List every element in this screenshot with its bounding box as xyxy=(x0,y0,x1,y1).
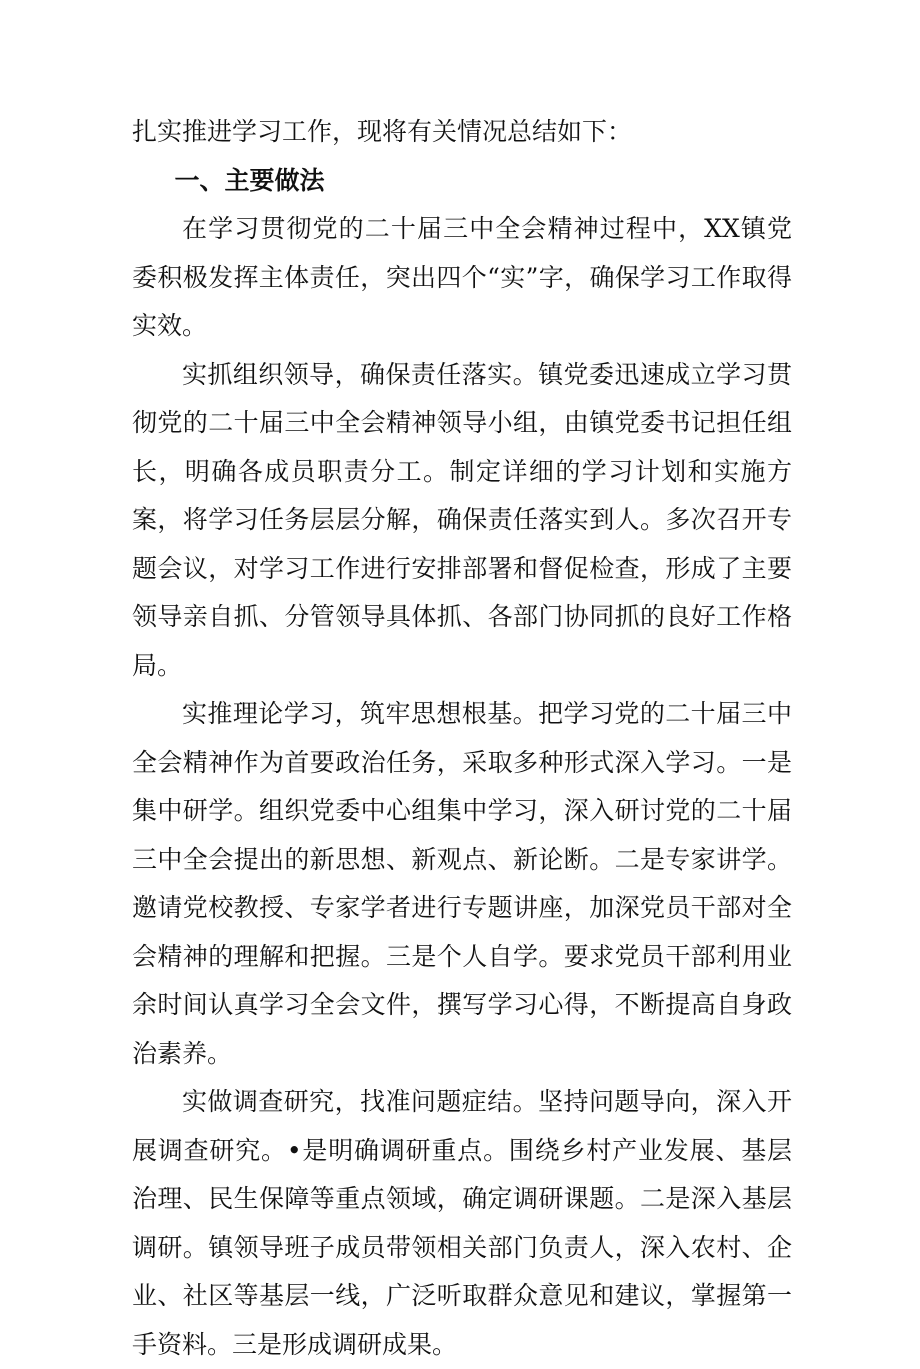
section-heading: 一、主要做法 xyxy=(174,165,325,195)
paragraph-research: 实做调查研究，找准问题症结。坚持问题导向，深入开展调查研究。•是明确调研重点。围绕乡村产业发展、基层治理、民生保障等重点领域，确定调研课题。二是深入基层调研。镇领导班子成员带领相关部门负责人，深入农村、企业、社区等基层一线，广泛听取群众意见和建议，掌握第一手资料。三是形成调研成果。 xyxy=(132,1087,792,1359)
document-body xyxy=(132,108,792,1369)
paragraph-theory-study: 实推理论学习，筑牢思想根基。把学习党的二十届三中全会精神作为首要政治任务，采取多种形式深入学习。一是集中研学。组织党委中心组集中学习，深入研讨党的二十届三中全会提出的新思想、新观点、新论断。二是专家讲学。邀请党校教授、专家学者进行专题讲座，加深党员干部对全会精神的理解和把握。三是个人自学。要求党员干部利用业余时间认真学习全会文件，撰写学习心得，不断提高自身政治素养。 xyxy=(132,699,792,1068)
paragraph-continuation: 扎实推进学习工作，现将有关情况总结如下： xyxy=(132,117,633,146)
paragraph-organization: 实抓组织领导，确保责任落实。镇党委迅速成立学习贯彻党的二十届三中全会精神领导小组，由镇党委书记担任组长，明确各成员职责分工。制定详细的学习计划和实施方案，将学习任务层层分解，确保责任落实到人。多次召开专题会议，对学习工作进行安排部署和督促检查，形成了主要领导亲自抓、分管领导具体抓、各部门协同抓的良好工作格局。 xyxy=(132,359,792,680)
paragraph-intro: 在学习贯彻党的二十届三中全会精神过程中，XX镇党委积极发挥主体责任，突出四个“实”字，确保学习工作取得实效。 xyxy=(132,214,792,340)
